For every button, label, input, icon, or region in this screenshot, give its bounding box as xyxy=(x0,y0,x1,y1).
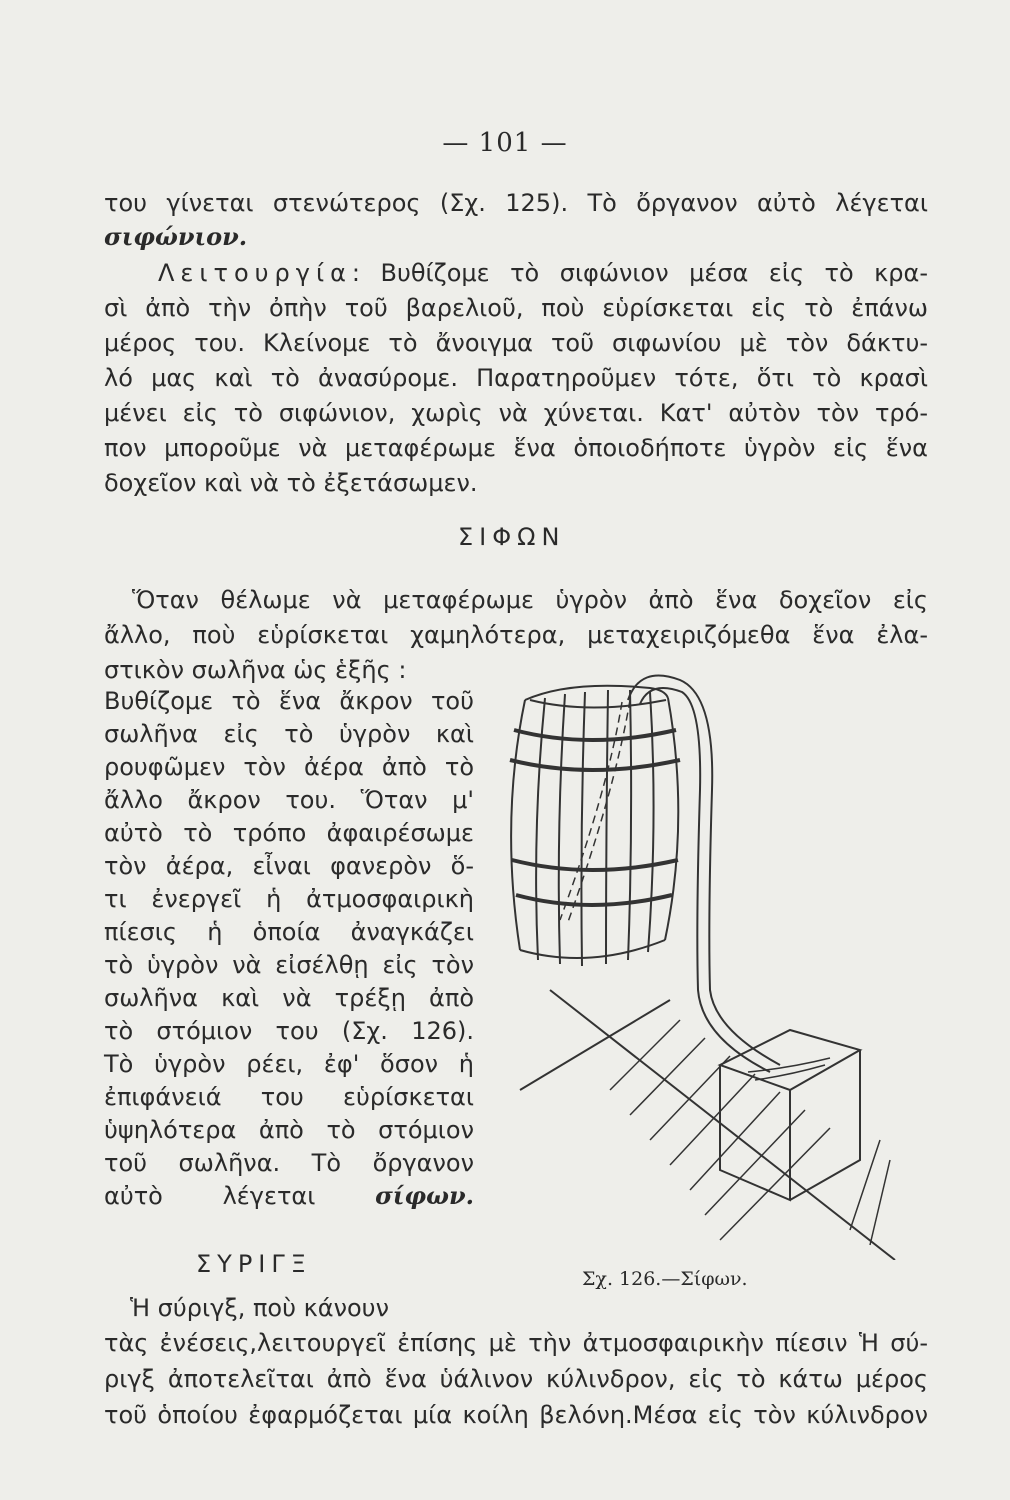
siphon-narrow-3: ρουφῶμεν τὸν ἀέρα ἀπὸ τὸ xyxy=(104,753,474,781)
siphon-narrow-13: ἐπιφάνειά του εὑρίσκεται xyxy=(104,1083,474,1111)
siphon-line-3: στικὸν σωλῆνα ὡς ἑξῆς : xyxy=(104,656,407,684)
siphon-narrow-16 xyxy=(104,1181,474,1211)
siphon-heading: ΣΙΦΩΝ xyxy=(458,523,566,551)
syringe-heading: ΣΥΡΙΓΞ xyxy=(196,1250,312,1278)
intro-line-1: του γίνεται στενώτερος (Σχ. 125). Τὸ ὄργανον αὐτὸ λέγεται xyxy=(104,189,928,217)
siphon-narrow-15: τοῦ σωλῆνα. Τὸ ὄργανον xyxy=(104,1149,474,1177)
operation-line-5: μένει εἰς τὸ σιφώνιον, χωρὶς νὰ χύνεται. Κατ' αὐτὸν τὸν τρό- xyxy=(104,399,928,427)
siphon-narrow-6: τὸν ἀέρα, εἶναι φανερὸν ὅ- xyxy=(104,852,474,880)
barrel xyxy=(510,686,680,966)
siphon-narrow-4: ἄλλο ἄκρον του. Ὅταν μ' xyxy=(104,786,474,814)
operation-line-6: πον μποροῦμε νὰ μεταφέρωμε ἕνα ὁποιοδήποτε ὑγρὸν εἰς ἕνα xyxy=(104,434,928,462)
siphon-line-1: Ὅταν θέλωμε νὰ μεταφέρωμε ὑγρὸν ἀπὸ ἕνα δοχεῖον εἰς xyxy=(132,586,928,614)
siphon-narrow-12: Τὸ ὑγρὸν ρέει, ἐφ' ὅσον ἡ xyxy=(104,1050,474,1078)
operation-line-1 xyxy=(158,258,928,288)
siphon-narrow-9: τὸ ὑγρὸν νὰ εἰσέλθῃ εἰς τὸν xyxy=(104,951,474,979)
siphon-narrow-14: ὑψηλότερα ἀπὸ τὸ στόμιον xyxy=(104,1116,474,1144)
page-number: — 101 — xyxy=(442,128,568,158)
siphon-narrow-7: τι ἐνεργεῖ ἡ ἀτμοσφαιρικὴ xyxy=(104,885,474,913)
siphon-narrow-1: Βυθίζομε τὸ ἕνα ἄκρον τοῦ xyxy=(104,687,474,715)
receiving-container xyxy=(720,1030,860,1200)
plank-edge-1 xyxy=(550,990,895,1260)
siphon-line-2: ἄλλο, ποὺ εὑρίσκεται χαμηλότερα, μεταχειριζόμεθα ἕνα ἐλα- xyxy=(104,621,928,649)
plank-edge-2 xyxy=(520,1000,670,1090)
syringe-line-2: τὰς ἐνέσεις,λειτουργεῖ ἐπίσης μὲ τὴν ἀτμοσφαιρικὴν πίεσιν Ἡ σύ- xyxy=(104,1329,928,1357)
siphon-narrow-16-text: αὐτὸ λέγεται xyxy=(104,1182,376,1210)
operation-line-3: μέρος του. Κλείνομε τὸ ἄνοιγμα τοῦ σιφωνίου μὲ τὸν δάκτυ- xyxy=(104,329,928,357)
siphon-narrow-5: αὐτὸ τὸ τρόπο ἀφαιρέσωμε xyxy=(104,819,474,847)
siphon-narrow-11: τὸ στόμιον του (Σχ. 126). xyxy=(104,1017,474,1045)
ground-hatching xyxy=(610,1020,890,1245)
operation-line-2: σὶ ἀπὸ τὴν ὀπὴν τοῦ βαρελιοῦ, ποὺ εὑρίσκεται εἰς τὸ ἐπάνω xyxy=(104,294,928,322)
figure-caption: Σχ. 126.—Σίφων. xyxy=(582,1268,748,1290)
siphon-illustration xyxy=(490,670,910,1260)
syringe-line-4: τοῦ ὁποίου ἐφαρμόζεται μία κοίλη βελόνη.Μέσα εἰς τὸν κύλινδρον xyxy=(104,1401,928,1429)
siphon-narrow-10: σωλῆνα καὶ νὰ τρέξῃ ἀπὸ xyxy=(104,984,474,1012)
siphon-term: σίφων. xyxy=(375,1181,474,1210)
siphon-narrow-2: σωλῆνα εἰς τὸ ὑγρὸν καὶ xyxy=(104,720,474,748)
operation-line-4: λό μας καὶ τὸ ἀνασύρομε. Παρατηροῦμεν τότε, ὅτι τὸ κρασὶ xyxy=(104,364,928,392)
syringe-line-3: ριγξ ἀποτελεῖται ἀπὸ ἕνα ὑάλινον κύλινδρον, εἰς τὸ κάτω μέρος xyxy=(104,1365,928,1393)
intro-term-siphonion: σιφώνιον. xyxy=(104,222,248,251)
operation-line-1-text: : Βυθίζομε τὸ σιφώνιον μέσα εἰς τὸ κρα- xyxy=(351,259,928,287)
tube-inside-barrel xyxy=(568,700,630,922)
operation-label: Λειτουργία xyxy=(158,259,352,287)
syringe-line-1: Ἡ σύριγξ, ποὺ κάνουν xyxy=(130,1294,389,1322)
siphon-narrow-8: πίεσις ἡ ὁποία ἀναγκάζει xyxy=(104,918,474,946)
operation-line-7: δοχεῖον καὶ νὰ τὸ ἐξετάσωμεν. xyxy=(104,469,478,497)
